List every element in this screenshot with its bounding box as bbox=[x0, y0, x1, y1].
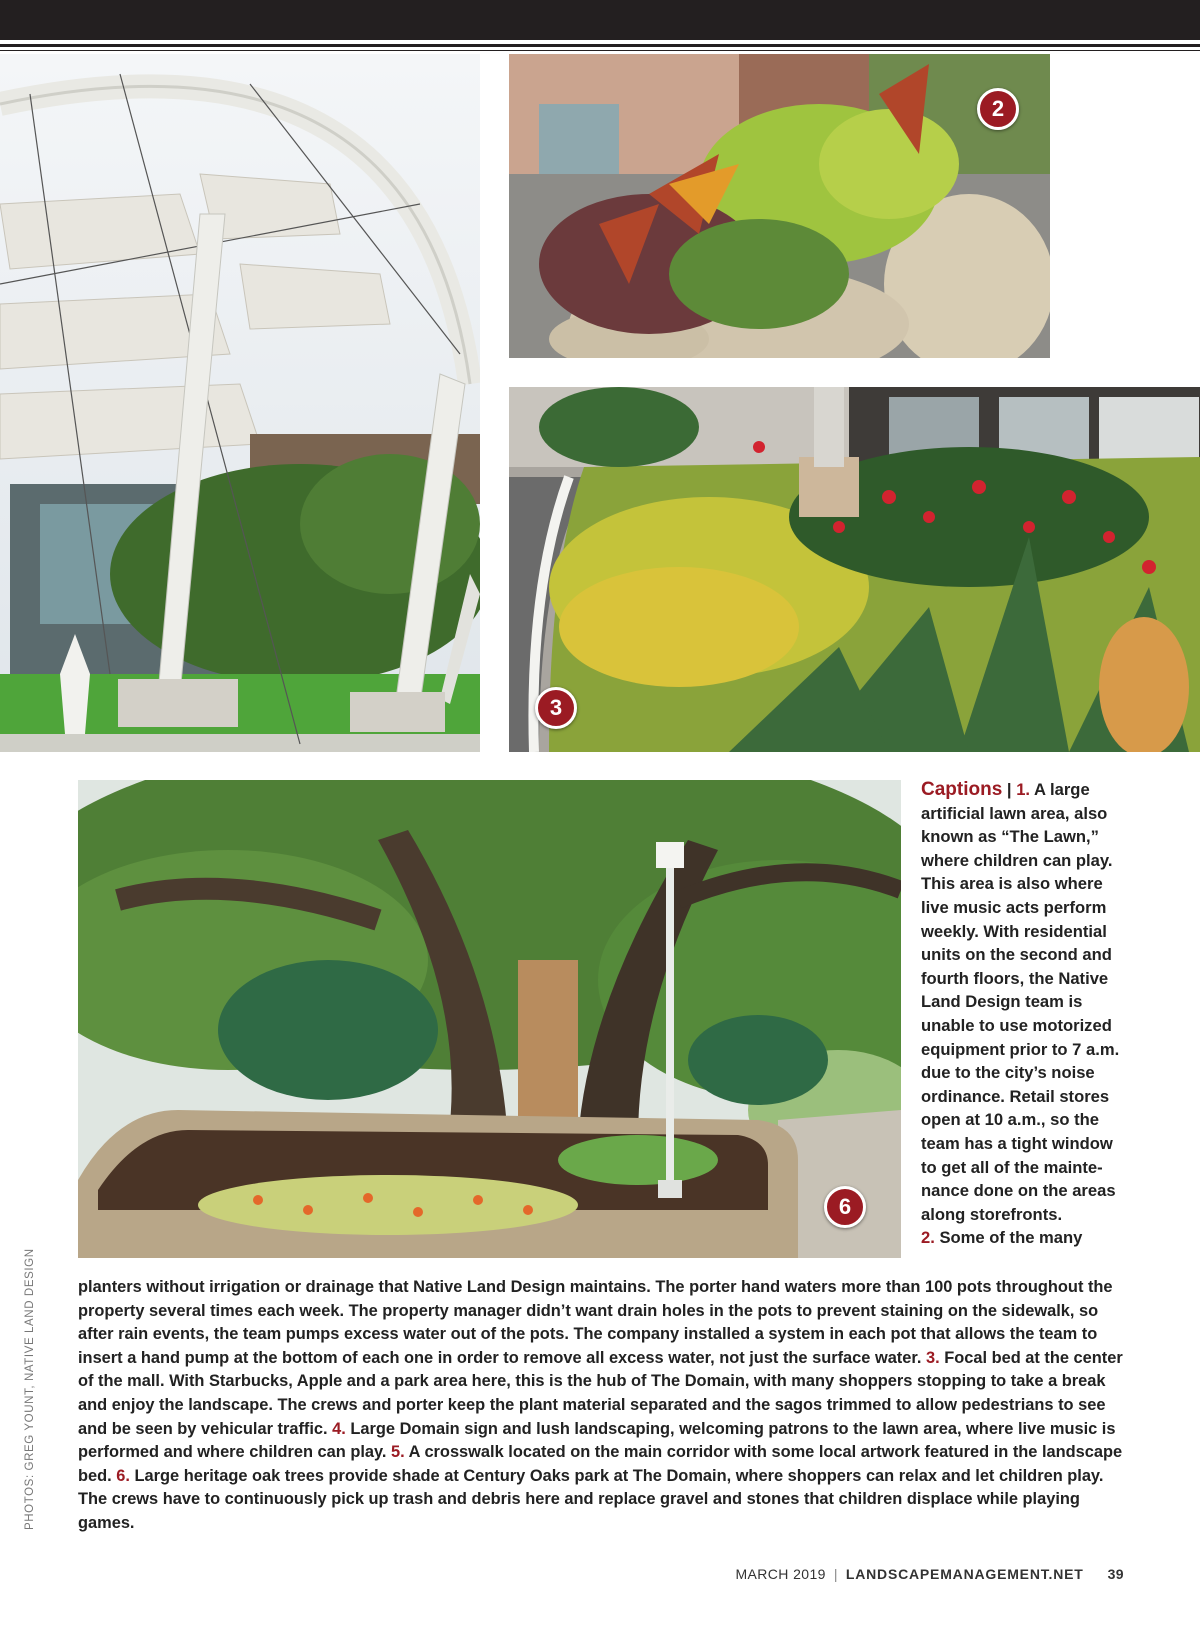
caption-3-text: Focal bed at the center of the mall. With Starbucks, Apple and a park area here, this is the hub of The Domain, with many shoppers stopping to take a break and enjoy the landscape. The crews and porter keep the plant material separated and the sagos trimmed to allow pedestrians to see and be seen by vehicular traffic. bbox=[78, 1348, 1123, 1438]
caption-6-text: Large heritage oak trees provide shade at Century Oaks park at The Domain, where shoppers can relax and let children play. The crews have to continuously pick up trash and debris here and replace gravel and stones that children displace while playing games. bbox=[78, 1466, 1104, 1532]
caption-2-text-start: Some of the many bbox=[939, 1228, 1083, 1248]
caption-2-number: 2. bbox=[921, 1228, 935, 1248]
captions-heading: Captions bbox=[921, 779, 1003, 800]
issue-date: MARCH 2019 bbox=[735, 1566, 826, 1582]
photo-credit: PHOTOS: GREG YOUNT, NATIVE LAND DESIGN bbox=[24, 1248, 36, 1530]
caption-2-text-continued: planters without irrigation or drainage that Native Land Design maintains. The porter hand waters more than 100 pots throughout the property several times each week. The property manager didn’t want drain holes in the pots to prevent staining on the sidewalk, so after rain events, the team pumps excess water out of the pots. The company installed a system in each pot that allows the team to insert a hand pump at the bottom of each one in order to remove all excess water, not just the surface water. bbox=[78, 1278, 1113, 1367]
caption-5-text: A crosswalk located on the main corridor with some local artwork featured in the landscape bed. bbox=[78, 1443, 1123, 1485]
footer-divider: | bbox=[833, 1566, 838, 1582]
captions-separator: | bbox=[1006, 780, 1012, 799]
captions-full-width bbox=[78, 1276, 1126, 1536]
caption-1-text: A large artificial lawn area, also known as “The Lawn,” where children can play. This area is also where live music acts perform weekly. With residential units on the second and fourth floors, the Native Land Design team is unable to use motorized equipment prior to 7 a.m. due to the city’s noise ordinance. Retail stores open at 10 a.m., so the team has a tight window to get all of the maintenance done on the areas along storefronts. bbox=[921, 780, 1120, 1224]
photo-lawn-canopy bbox=[0, 54, 480, 752]
photo-number-badge: 6 bbox=[824, 1186, 866, 1228]
caption-5-number: 5. bbox=[391, 1443, 405, 1462]
photo-number-badge: 2 bbox=[977, 88, 1019, 130]
website-link[interactable]: LANDSCAPEMANAGEMENT.NET bbox=[845, 1566, 1084, 1582]
photo-heritage-oaks bbox=[78, 780, 901, 1258]
photo-focal-bed bbox=[509, 387, 1200, 752]
caption-3-number: 3. bbox=[925, 1348, 940, 1367]
header-rule-thin bbox=[0, 50, 1200, 51]
top-bar bbox=[0, 0, 1200, 40]
page-number: 39 bbox=[1107, 1566, 1124, 1582]
caption-6-number: 6. bbox=[116, 1466, 130, 1485]
caption-4-text: Large Domain sign and lush landscaping, welcoming patrons to the lawn area, where live music is performed and where children can play. bbox=[78, 1419, 1116, 1462]
caption-1-number: 1. bbox=[1016, 780, 1031, 799]
captions-side-column bbox=[921, 778, 1126, 1250]
caption-4-number: 4. bbox=[332, 1419, 346, 1438]
photo-number-badge: 3 bbox=[535, 687, 577, 729]
header-rule bbox=[0, 44, 1200, 47]
page-footer bbox=[735, 1566, 1124, 1582]
photo-planters bbox=[509, 54, 1050, 358]
